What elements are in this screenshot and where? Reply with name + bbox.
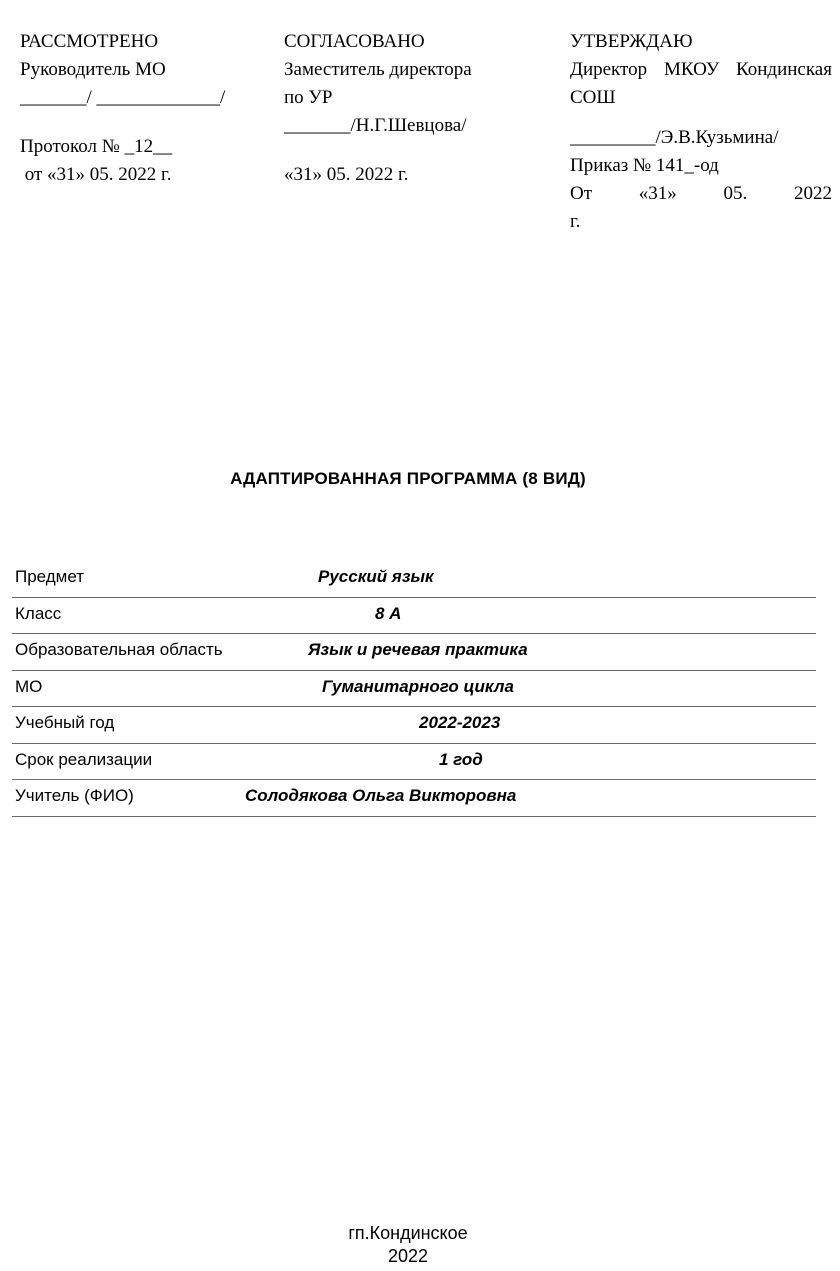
info-label-area: Образовательная область: [15, 640, 223, 659]
approved-role-word-1: Директор: [570, 59, 648, 80]
approved-order: Приказ № 141_-од: [570, 155, 719, 176]
approved-date-word-3: 05.: [723, 183, 748, 204]
reviewed-role: Руководитель МО: [20, 59, 166, 80]
info-value-class: 8 А: [375, 603, 402, 623]
info-row-teacher: [12, 780, 816, 817]
info-row-area: [12, 634, 816, 671]
info-row-mo: [12, 671, 816, 708]
program-info-table: [12, 561, 816, 817]
reviewed-heading: РАССМОТРЕНО: [20, 31, 159, 52]
approved-role-word-3: Кондинская: [736, 59, 832, 80]
info-value-mo: Гуманитарного цикла: [322, 676, 514, 696]
info-label-class: Класс: [15, 603, 62, 623]
program-title: АДАПТИРОВАННАЯ ПРОГРАММА (8 ВИД): [230, 469, 586, 488]
reviewed-protocol: Протокол № _12__: [20, 136, 173, 157]
approved-signature-line: _________/Э.В.Кузьмина/: [570, 127, 779, 148]
agreed-date: «31» 05. 2022 г.: [284, 164, 409, 185]
info-label-duration: Срок реализации: [15, 749, 153, 769]
approved-heading: УТВЕРЖДАЮ: [570, 31, 693, 52]
approved-date-line1: [570, 180, 832, 208]
approval-block-approved: [570, 28, 840, 236]
info-label-year: Учебный год: [15, 713, 115, 732]
approved-date-word-1: От: [570, 183, 593, 204]
info-value-teacher: Солодякова Ольга Викторовна: [245, 786, 517, 805]
info-value-subject: Русский язык: [318, 567, 434, 586]
agreed-heading: СОГЛАСОВАНО: [284, 31, 425, 52]
approval-block-agreed: [284, 28, 554, 189]
footer-year: 2022: [387, 1246, 429, 1266]
approved-date-word-4: 2022: [793, 183, 832, 204]
approved-role-line2: СОШ: [570, 87, 616, 108]
agreed-role-line1: Заместитель директора: [284, 59, 472, 80]
info-value-area: Язык и речевая практика: [308, 640, 528, 659]
info-row-duration: [12, 744, 816, 781]
agreed-role-line2: по УР: [284, 87, 333, 108]
footer-place: гп.Кондинское: [348, 1223, 468, 1243]
reviewed-date: от «31» 05. 2022 г.: [20, 164, 172, 185]
approved-date-word-2: «31»: [638, 183, 677, 204]
approved-role-word-2: МКОУ: [663, 59, 720, 80]
info-label-subject: Предмет: [15, 567, 85, 586]
reviewed-signature-line: _______/ _____________/: [20, 87, 226, 108]
info-value-duration: 1 год: [439, 749, 483, 769]
info-value-year: 2022-2023: [419, 713, 501, 732]
agreed-signature-line: _______/Н.Г.Шевцова/: [284, 115, 467, 136]
info-label-teacher: Учитель (ФИО): [15, 786, 134, 805]
info-row-year: [12, 707, 816, 744]
info-row-subject: [12, 561, 816, 598]
approval-block-reviewed: [20, 28, 270, 189]
info-label-mo: МО: [15, 676, 43, 696]
approved-date-line2: г.: [570, 211, 581, 232]
info-row-class: [12, 598, 816, 635]
approved-role-line1: [570, 56, 832, 84]
